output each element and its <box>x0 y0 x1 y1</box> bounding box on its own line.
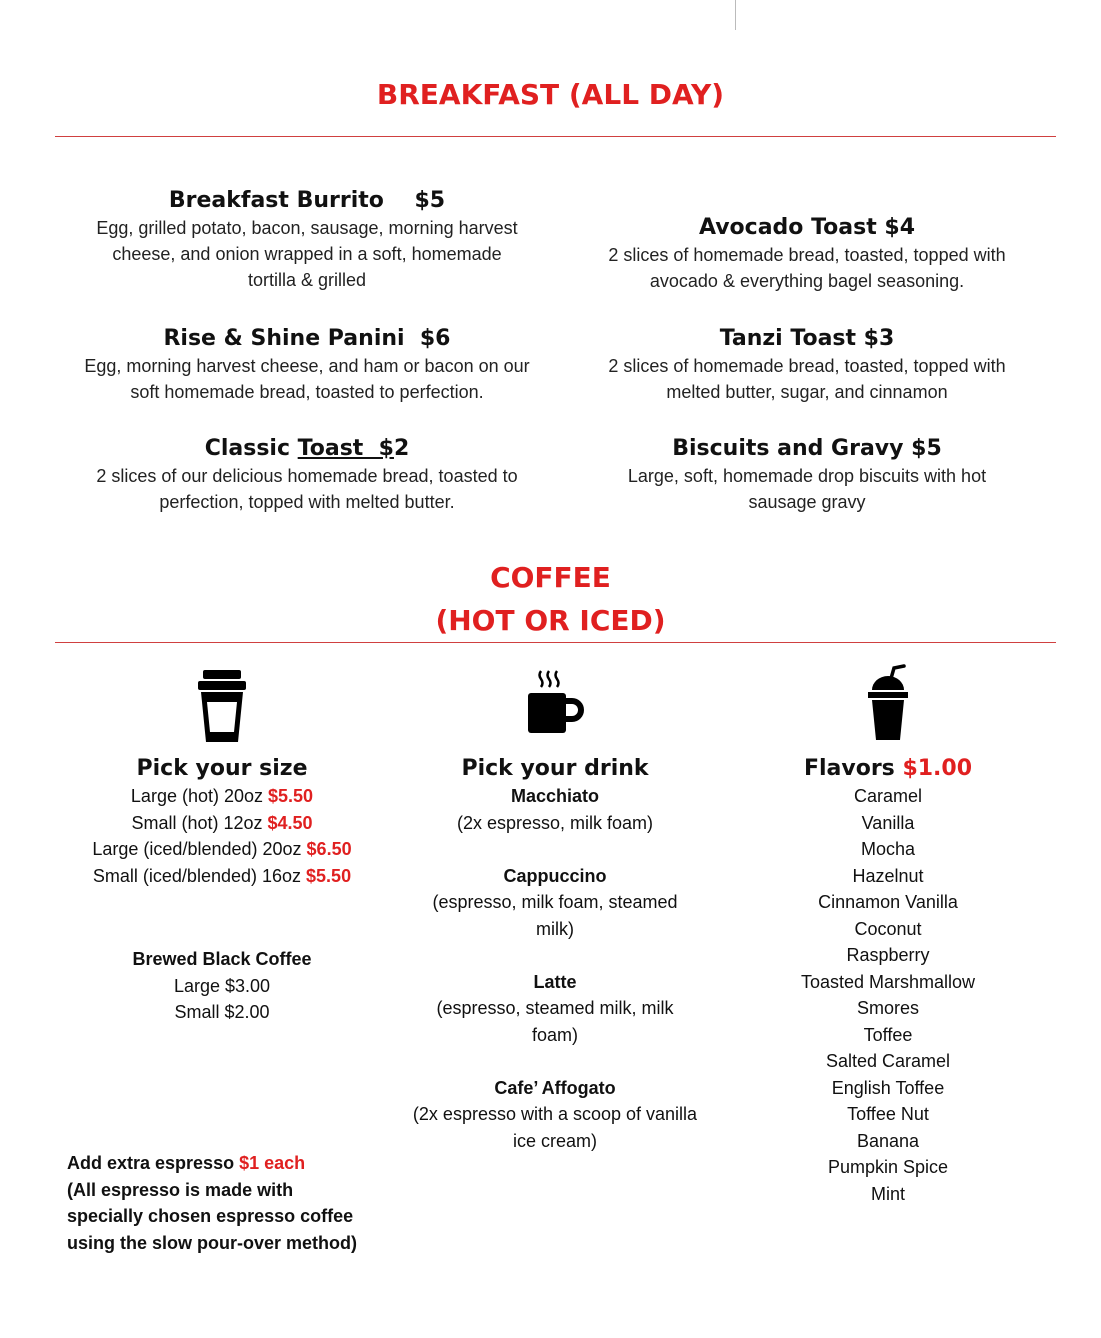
item-title: Biscuits and Gravy $5 <box>672 436 942 461</box>
item-title: Breakfast Burrito $5 <box>168 188 446 213</box>
item-desc-line: 2 slices of homemade bread, toasted, topped with <box>608 245 1006 265</box>
breakfast-heading: BREAKFAST (ALL DAY) <box>376 78 725 111</box>
flavor-item: Caramel <box>853 786 923 806</box>
flavors-price: $1.00 <box>902 756 973 781</box>
item-title: Rise & Shine Panini $6 <box>163 326 451 351</box>
item-title: Avocado Toast $4 <box>698 215 916 240</box>
item-title-prefix: Classic <box>204 436 298 461</box>
item-desc-line: Egg, grilled potato, bacon, sausage, morning harvest <box>96 218 518 238</box>
size-price: $5.50 <box>268 786 314 806</box>
flavor-item: Pumpkin Spice <box>827 1157 949 1177</box>
item-title-suffix: 2 <box>393 436 410 461</box>
item-title: Tanzi Toast $3 <box>719 326 895 351</box>
item-desc-line: 2 slices of our delicious homemade bread, toasted to <box>96 466 518 486</box>
size-price: $6.50 <box>306 839 352 859</box>
flavor-item: English Toffee <box>831 1077 945 1098</box>
menu-item-biscuits-gravy <box>557 436 1057 515</box>
size-label: Large (iced/blended) 20oz <box>92 839 307 859</box>
flavor-item: Toffee Nut <box>847 1104 929 1124</box>
drink-desc: (2x espresso, milk foam) <box>456 812 654 833</box>
size-label: Large (hot) 20oz <box>130 786 269 806</box>
drink-column <box>390 756 720 1154</box>
item-desc-line: sausage gravy <box>748 492 866 512</box>
espresso-note-text: Add extra espresso <box>67 1153 240 1173</box>
espresso-note <box>67 1150 407 1256</box>
flavor-item: Salted Caramel <box>825 1051 951 1071</box>
brewed-option: Large $3.00 <box>173 975 271 996</box>
flavor-item: Raspberry <box>846 945 930 965</box>
drink-desc: milk) <box>536 918 574 939</box>
size-price: $5.50 <box>306 865 352 886</box>
coffee-divider <box>55 642 1056 643</box>
espresso-note-line: (All espresso is made with <box>67 1179 294 1200</box>
item-desc-line: Large, soft, homemade drop biscuits with hot <box>627 466 987 486</box>
item-desc-line: cheese, and onion wrapped in a soft, homemade <box>112 244 502 264</box>
brewed-coffee-block <box>57 946 387 1026</box>
menu-item-rise-shine-panini <box>57 326 557 405</box>
size-title: Pick your size <box>136 756 308 781</box>
breakfast-divider <box>55 136 1056 137</box>
menu-item-avocado-toast <box>557 215 1057 294</box>
item-desc-line: perfection, topped with melted butter. <box>159 492 455 512</box>
menu-item-breakfast-burrito <box>57 188 557 293</box>
flavor-item: Mocha <box>860 839 916 859</box>
menu-item-classic-toast <box>57 436 557 515</box>
size-price: $4.50 <box>267 812 313 833</box>
drink-desc: (espresso, steamed milk, milk <box>436 998 674 1018</box>
size-option <box>57 836 387 863</box>
item-desc-line: Egg, morning harvest cheese, and ham or bacon on our <box>84 356 530 376</box>
size-label: Small (hot) 12oz <box>131 812 268 833</box>
flavor-item: Smores <box>856 998 919 1018</box>
flavors-title-text: Flavors <box>803 756 903 781</box>
size-label: Small (iced/blended) 16oz <box>92 865 307 886</box>
flavor-item: Coconut <box>854 918 922 939</box>
item-desc-line: 2 slices of homemade bread, toasted, topped with <box>608 356 1006 376</box>
drink-title: Pick your drink <box>461 756 649 781</box>
item-title <box>57 436 557 461</box>
item-desc-line: tortilla & grilled <box>247 270 367 290</box>
flavor-item: Cinnamon Vanilla <box>818 892 958 912</box>
item-title-link[interactable]: Toast $ <box>297 436 394 461</box>
drink-name: Macchiato <box>510 786 600 806</box>
iced-drink-icon <box>864 662 912 742</box>
size-option <box>57 863 387 890</box>
flavor-item: Vanilla <box>861 812 915 833</box>
size-column <box>57 756 387 889</box>
flavors-column <box>723 756 1053 1207</box>
size-option <box>57 810 387 837</box>
item-desc-line: melted butter, sugar, and cinnamon <box>666 382 948 402</box>
item-desc-line: soft homemade bread, toasted to perfection. <box>130 382 484 402</box>
drink-name: Latte <box>533 971 577 992</box>
size-option <box>57 783 387 810</box>
coffee-heading-line1: COFFEE <box>490 561 611 594</box>
drink-desc: ice cream) <box>512 1130 597 1151</box>
flavors-title <box>723 756 1053 781</box>
flavors-list <box>723 783 1053 1207</box>
brewed-option: Small $2.00 <box>174 1002 270 1022</box>
drink-desc: (espresso, milk foam, steamed <box>432 892 678 912</box>
espresso-note-price: $1 each <box>239 1153 306 1173</box>
drink-desc: (2x espresso with a scoop of vanilla <box>412 1104 698 1124</box>
flavor-item: Hazelnut <box>852 865 924 886</box>
espresso-note-line: specially chosen espresso coffee <box>67 1206 354 1226</box>
flavor-item: Banana <box>856 1130 920 1151</box>
page-edge-mark <box>735 0 736 30</box>
espresso-note-line: using the slow pour-over method) <box>67 1232 358 1253</box>
coffee-cup-icon <box>193 668 251 744</box>
coffee-heading-line2: (HOT OR ICED) <box>435 604 666 637</box>
drink-name: Cafe’ Affogato <box>494 1077 616 1098</box>
brewed-title: Brewed Black Coffee <box>132 949 312 969</box>
drink-desc: foam) <box>531 1024 578 1045</box>
hot-mug-icon <box>526 667 584 737</box>
drink-name: Cappuccino <box>503 865 607 886</box>
flavor-item: Toasted Marshmallow <box>800 971 976 992</box>
menu-item-tanzi-toast <box>557 326 1057 405</box>
item-desc-line: avocado & everything bagel seasoning. <box>649 271 965 291</box>
flavor-item: Mint <box>870 1183 905 1204</box>
flavor-item: Toffee <box>863 1024 913 1045</box>
